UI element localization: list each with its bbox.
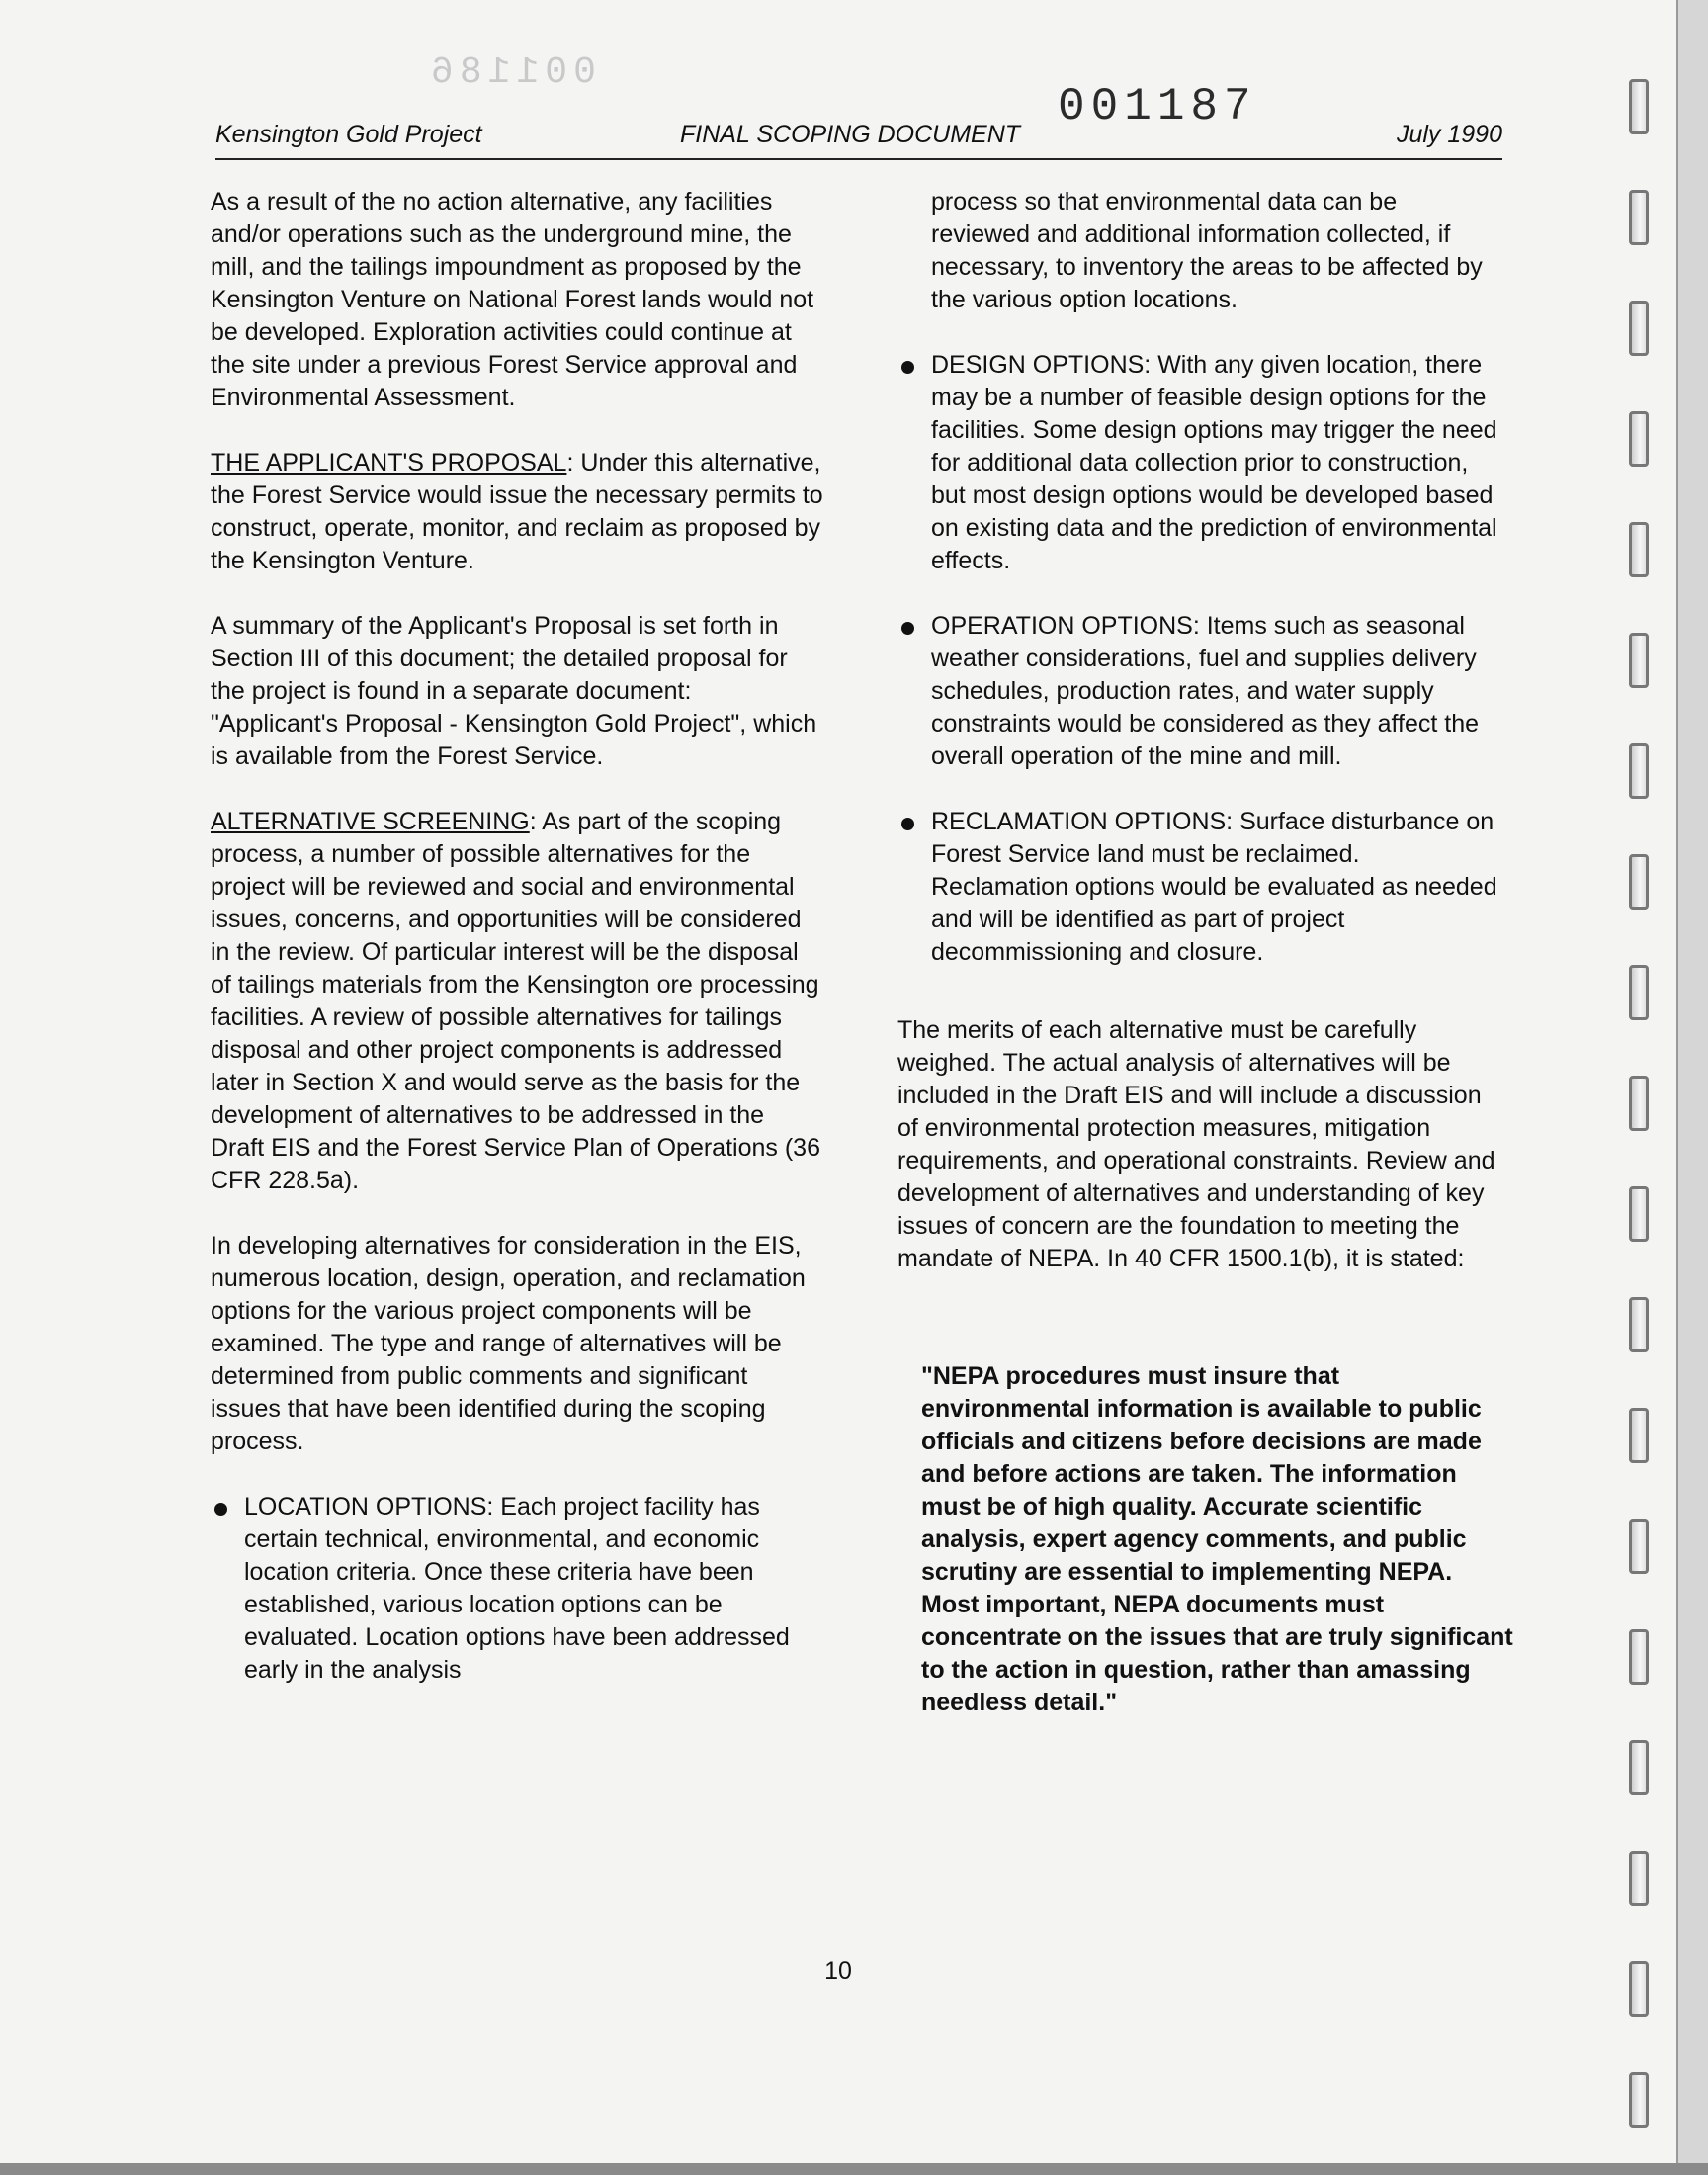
merits-paragraph: The merits of each alternative must be carefully weighed. The actual analysis of alternatives will be included in the Draft EIS and will include a discussion of environmental protection measures, mitigation requirements, and operational constraints. Review and development of alternatives and understanding of key issues of concern are the foundation to meeting the mandate of NEPA. In 40 CFR 1500.1(b), it is stated: bbox=[897, 1016, 1495, 1272]
header-date: July 1990 bbox=[1396, 121, 1502, 148]
operation-options-text: OPERATION OPTIONS: Items such as seasonal weather considerations, fuel and supplies delivery schedules, production rates, and water supply constraints would be considered as they affect the overall operation of the mine and mill. bbox=[931, 612, 1480, 770]
operation-options-bullet bbox=[897, 610, 1502, 773]
location-options-continuation: process so that environmental data can be reviewed and additional information collected, if necessary, to inventory the areas to be affected by the various option locations. bbox=[931, 188, 1483, 313]
binder-hole-icon bbox=[1629, 2072, 1649, 2128]
binder-hole-icon bbox=[1629, 1629, 1649, 1685]
binder-hole-icon bbox=[1629, 854, 1649, 910]
left-column bbox=[211, 186, 823, 1719]
alternative-screening-paragraph bbox=[211, 806, 823, 1197]
design-options-bullet bbox=[897, 349, 1502, 577]
bullet-dot-icon bbox=[901, 818, 914, 830]
bates-number-stamp: 001187 bbox=[1058, 81, 1257, 132]
location-options-text: LOCATION OPTIONS: Each project facility has certain technical, environmental, and economic location criteria. Once these criteria have been established, various location options can be evaluated. Location options have been addressed early in the analysis bbox=[244, 1493, 790, 1684]
binder-hole-icon bbox=[1629, 301, 1649, 356]
scan-bottom-edge bbox=[0, 2163, 1708, 2175]
binder-hole-icon bbox=[1629, 1408, 1649, 1463]
binder-hole-icon bbox=[1629, 1851, 1649, 1906]
reclamation-options-bullet bbox=[897, 806, 1502, 969]
header-document-title: FINAL SCOPING DOCUMENT bbox=[680, 121, 1021, 148]
binder-hole-icon bbox=[1629, 1076, 1649, 1131]
developing-alternatives-paragraph: In developing alternatives for consideration in the EIS, numerous location, design, operation, and reclamation options for the various project components will be examined. The type and range of alternatives will be determined from public comments and significant issues that have been identified during the scoping process. bbox=[211, 1232, 806, 1455]
binder-hole-icon bbox=[1629, 79, 1649, 134]
bullet-dot-icon bbox=[901, 622, 914, 635]
binder-hole-icon bbox=[1629, 1740, 1649, 1795]
page-number: 10 bbox=[824, 1958, 852, 1985]
location-options-bullet bbox=[211, 1491, 823, 1687]
binder-hole-icon bbox=[1629, 190, 1649, 245]
binder-hole-icon bbox=[1629, 1186, 1649, 1242]
bullet-dot-icon bbox=[214, 1503, 227, 1516]
summary-paragraph: A summary of the Applicant's Proposal is set forth in Section III of this document; the detailed proposal for the project is found in a separate document: "Applicant's Proposal - Kensington Gold Project", which is available from the Forest Service. bbox=[211, 612, 817, 770]
reclamation-options-text: RECLAMATION OPTIONS: Surface disturbance on Forest Service land must be reclaimed. Reclamation options would be evaluated as needed and will be identified as part of project decommissioning and closure. bbox=[931, 808, 1497, 966]
binder-hole-icon bbox=[1629, 1519, 1649, 1574]
alternative-screening-heading: ALTERNATIVE SCREENING bbox=[211, 808, 530, 835]
right-column bbox=[897, 186, 1513, 1719]
binder-hole-icon bbox=[1629, 411, 1649, 467]
header-project-title: Kensington Gold Project bbox=[215, 121, 482, 148]
running-header bbox=[215, 119, 1502, 160]
binder-hole-icon bbox=[1629, 522, 1649, 577]
binder-hole-icon bbox=[1629, 633, 1649, 688]
bullet-dot-icon bbox=[901, 361, 914, 374]
binder-hole-icon bbox=[1629, 965, 1649, 1020]
applicants-proposal-heading: THE APPLICANT'S PROPOSAL bbox=[211, 449, 567, 477]
nepa-quote: "NEPA procedures must insure that environmental information is available to public officials and citizens before decisions are made and before actions are taken. The information must be of high quality. Accurate scientific analysis, expert agency comments, and public scrutiny are essential to implementing NEPA. Most important, NEPA documents must concentrate on the issues that are truly significant to the action in question, rather than amassing needless detail." bbox=[921, 1362, 1513, 1716]
binder-hole-icon bbox=[1629, 1297, 1649, 1352]
applicants-proposal-text: : Under this alternative, the Forest Service would issue the necessary permits to construct, operate, monitor, and reclaim as proposed by the Kensington Venture. bbox=[211, 449, 823, 574]
binder-hole-icon bbox=[1629, 1961, 1649, 2017]
binder-hole-icon bbox=[1629, 743, 1649, 799]
design-options-text: DESIGN OPTIONS: With any given location, there may be a number of feasible design options for the facilities. Some design options may trigger the need for additional data collection prior to construction, but most design options would be developed based on existing data and the prediction of environmental effects. bbox=[931, 351, 1497, 574]
alternative-screening-text: : As part of the scoping process, a number of possible alternatives for the project will be reviewed and social and environmental issues, concerns, and opportunities will be considered in the review. Of particular interest will be the disposal of tailings materials from the Kensington ore processing facilities. A review of possible alternatives for tailings disposal and other project components is addressed later in Section X and would serve as the basis for the development of alternatives to be addressed in the Draft EIS and the Forest Service Plan of Operations (36 CFR 228.5a). bbox=[211, 808, 820, 1194]
no-action-paragraph: As a result of the no action alternative, any facilities and/or operations such as the underground mine, the mill, and the tailings impoundment as proposed by the Kensington Venture on National Forest lands would not be developed. Exploration activities could continue at the site under a previous Forest Service approval and Environmental Assessment. bbox=[211, 188, 814, 411]
faint-bates-stamp: 001186 bbox=[425, 51, 596, 94]
applicants-proposal-paragraph bbox=[211, 447, 823, 577]
